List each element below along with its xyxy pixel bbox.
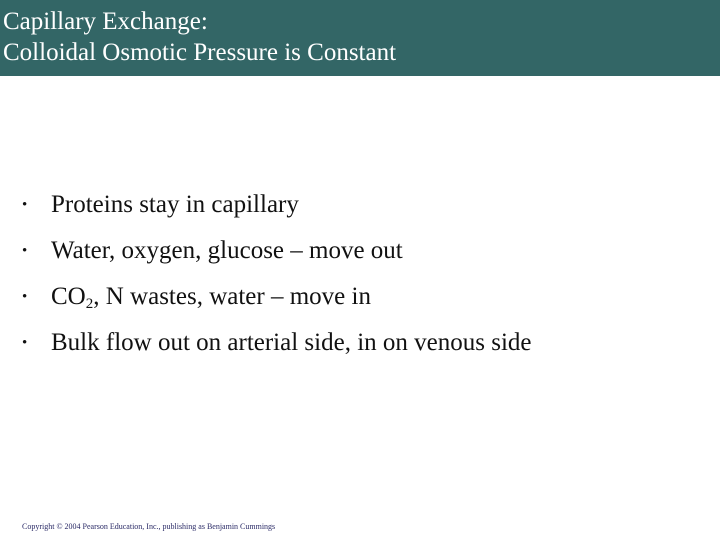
title-bar	[0, 0, 720, 76]
bullet-item	[22, 283, 531, 329]
bullet-item	[22, 191, 531, 237]
bullet-text: Proteins stay in capillary	[51, 191, 299, 218]
bullet-text	[51, 283, 371, 311]
bullet-list	[22, 191, 531, 375]
bullet-text-prefix: CO	[51, 283, 86, 310]
slide-title-line-1: Capillary Exchange:	[3, 8, 208, 35]
bullet-item	[22, 237, 531, 283]
copyright-notice: Copyright © 2004 Pearson Education, Inc., publishing as Benjamin Cummings	[22, 522, 276, 531]
bullet-item	[22, 329, 531, 375]
bullet-text-suffix: , N wastes, water – move in	[93, 283, 371, 310]
bullet-text: Bulk flow out on arterial side, in on venous side	[51, 329, 532, 356]
bullet-text-subscript: 2	[85, 296, 94, 312]
bullet-dot-icon: •	[22, 289, 28, 305]
slide-title-line-2: Colloidal Osmotic Pressure is Constant	[3, 39, 397, 66]
bullet-text: Water, oxygen, glucose – move out	[51, 237, 403, 264]
bullet-dot-icon: •	[22, 197, 28, 213]
bullet-dot-icon: •	[22, 335, 28, 351]
bullet-dot-icon: •	[22, 243, 28, 259]
